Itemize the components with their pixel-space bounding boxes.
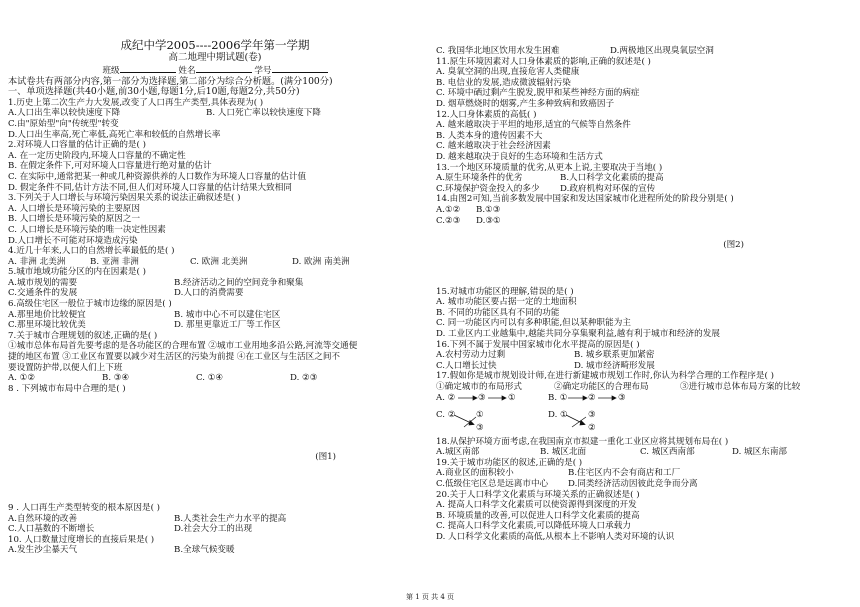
- seq-d-start: D. ①: [548, 409, 568, 420]
- options-18: [436, 447, 852, 458]
- option: B.①③: [476, 204, 501, 215]
- exam-subtitle: 高二地理中期试题(卷): [168, 52, 262, 63]
- arrow-head: [612, 396, 616, 400]
- options-10b: [436, 46, 852, 57]
- option: D. 烟草燃烧时的烟雾,产生多种致病和致癌因子: [436, 98, 615, 109]
- figure-1-caption: (图1): [315, 452, 336, 463]
- figure-2-area-top: [436, 226, 852, 240]
- page-footer: 第 1 页 共 4 页: [405, 593, 455, 601]
- arrow: [572, 417, 586, 427]
- option: C.由"原始型"向"传统型"转变: [8, 118, 119, 129]
- question-6: 6.高级住宅区一般位于城市边缘的原因是( ): [8, 299, 172, 310]
- option: C.交通条件的发展: [8, 288, 78, 299]
- question-8: 8 . 下列城市布局中合理的是( ): [8, 383, 126, 394]
- option: D. 越来越取决于良好的生态环境和生活方式: [436, 151, 603, 162]
- question-10: 10. 人口数量过度增长的直接后果是( ): [8, 534, 155, 545]
- statement: 要设置防护带,以便人们上下班: [8, 362, 123, 373]
- option: C.低级住宅区总是远离市中心: [436, 479, 549, 489]
- options-6b: [8, 320, 422, 331]
- id-field: [272, 64, 328, 73]
- option: A.①②: [436, 204, 461, 215]
- option: D. 欧洲 南美洲: [292, 256, 350, 267]
- student-info-fields: [8, 64, 422, 77]
- option: B. 人类本身的遗传因素不大: [436, 130, 543, 141]
- option: B.住宅区内不会有商店和工厂: [568, 468, 681, 479]
- question-3: 3.下列关于人口增长与环境污染因果关系的说法正确叙述是( ): [8, 193, 241, 204]
- option: D.社会大分工的出现: [174, 524, 253, 535]
- option: B. 不同的功能区具有不同的功能: [436, 307, 560, 318]
- option: A.城区南部: [436, 447, 480, 458]
- statement: ③进行城市总体布局方案的比较: [680, 382, 801, 393]
- class-label: 班级: [102, 66, 120, 76]
- options-16a: [436, 350, 852, 361]
- option: C. 越来越取决于社会经济因素: [436, 141, 551, 152]
- seq-b-start: B. ①: [548, 392, 568, 403]
- question-9: 9 . 人口再生产类型转变的根本原因是( ): [8, 503, 161, 513]
- question-17: 17.假如你是城市规划设计师,在进行新建城市规划工作时,你认为科学合理的工作程序是( ): [436, 371, 774, 382]
- spacer: [8, 463, 422, 503]
- option: A.农村劳动力过剩: [436, 350, 506, 361]
- option: C. 我国华北地区饮用水发生困难: [436, 46, 560, 56]
- option: A. 提高人口科学文化素质可以使资源得到深度的开发: [436, 500, 637, 511]
- option: C.那里环境比较优美: [8, 320, 86, 331]
- option: A. 人口增长是环境污染的主要原因: [8, 203, 140, 214]
- statement: ②确定功能区的合理布局: [554, 382, 649, 393]
- left-column: [8, 0, 422, 556]
- option: B. ③④: [102, 373, 130, 384]
- question-20: 20.关于人口科学文化素质与环境关系的正确叙述是( ): [436, 489, 640, 500]
- arrow-head: [473, 396, 477, 400]
- arrow-head: [502, 396, 506, 400]
- statement: ①确定城市的布局形式: [436, 382, 522, 393]
- seq-b-end: ③: [618, 392, 626, 403]
- option: B. 城市中心不可以建住宅区: [174, 309, 281, 320]
- option: D.③①: [476, 215, 501, 226]
- option: D. 人口科学文化素质的高低,从根本上不影响人类对环境的认识: [436, 531, 675, 542]
- id-label: 学号: [254, 66, 272, 76]
- option: C. ①④: [196, 373, 224, 384]
- option: C.人口增长过快: [436, 360, 497, 371]
- options-5b: [8, 288, 422, 299]
- option: A.原生环境条件的优劣: [436, 173, 523, 184]
- option: C. 欧洲 北美洲: [190, 256, 248, 267]
- option: B.全球气候变暖: [174, 545, 235, 556]
- option: B. 亚洲 非洲: [90, 256, 139, 267]
- seq-d-bottom: ②: [588, 422, 596, 433]
- option: B. 人口死亡率以较快速度下降: [206, 108, 321, 119]
- section-heading: 一、单项选择题(共40小题,前30小题,每题1分,后10题,每题2分,共50分): [8, 86, 300, 98]
- option: C. 提高人口科学文化素质,可以降低环境人口承载力: [436, 521, 631, 532]
- right-column: [436, 46, 852, 543]
- option: D. 那里更靠近工厂等工作区: [174, 320, 281, 331]
- question-18: 18.从保护环境方面考虑,在我国南京市拟建一重化工业区应将其规划布局在( ): [436, 436, 729, 447]
- question-2: 2.对环境人口容量的估计正确的是( ): [8, 140, 146, 151]
- option: D.政府机构对环保的宣传: [560, 183, 656, 194]
- statements-17: [436, 382, 852, 393]
- seq-c-top: ①: [476, 409, 484, 420]
- option: C. 城区西南部: [640, 447, 695, 458]
- question-15: 15.对城市功能区的理解,错误的是( ): [436, 286, 574, 297]
- seq-c-bottom: ③: [476, 422, 484, 433]
- question-12: 12.人口身体素质的高低( ): [436, 109, 537, 120]
- option: D. 假定条件不同,估计方法不同,但人们对环境人口容量的估计结果大致相同: [8, 182, 292, 193]
- options-14b: [436, 216, 852, 227]
- figure-1-area: [8, 394, 422, 452]
- option: C.②③: [436, 215, 461, 226]
- option: C. 人口增长是环境污染的唯一决定性因素: [8, 224, 166, 235]
- option: B. 环境质量的改善,可以促进人口科学文化素质的提高: [436, 510, 640, 521]
- option: A. 城市功能区要占据一定的土地面积: [436, 297, 577, 308]
- option: B. 人口增长是环境污染的原因之一: [8, 214, 141, 225]
- option: A.人口出生率以较快速度下降: [8, 108, 121, 119]
- question-14: 14.由图2可知,当前多数发展中国家和发达国家城市化进程所处的阶段分别是( ): [436, 194, 734, 205]
- option: A. ①②: [8, 373, 36, 384]
- seq-a-start: A. ②: [436, 392, 456, 403]
- option: D.人口的消费需要: [174, 288, 244, 299]
- options-4: [8, 257, 422, 268]
- arrow: [454, 415, 471, 423]
- option: B. 电信业的发展,造成微波辐射污染: [436, 77, 571, 88]
- option: A.那里地价比较便宜: [8, 309, 86, 320]
- option: C. 环境中硒过剩产生脱发,脱甲和某些神经方面的病症: [436, 88, 640, 99]
- option: B. 在假定条件下,可对环境人口容量进行绝对量的估计: [8, 161, 212, 172]
- option: C.环境保护资金投入的多少: [436, 183, 540, 194]
- option: D.人口出生率高,死亡率低,高死亡率和较低的自然增长率: [8, 129, 221, 140]
- question-13: 13.一个地区环境质量的优劣,从更本上说,主要取决于当地( ): [436, 162, 663, 173]
- option: D.人口增长不可能对环境造成污染: [8, 235, 138, 246]
- options-13a: [436, 173, 852, 184]
- figure-2-caption: (图2): [723, 240, 744, 251]
- statement: ①城市总体布局首先要考虑的是各功能区的合理布置 ②城市工业用地多沿公路,河流等交通便: [8, 341, 358, 352]
- option: D. 城区东南部: [732, 447, 788, 458]
- options-6a: [8, 310, 422, 321]
- statement: 捷的地区布置 ③工业区布置要以减少对生活区的污染为前提 ④在工业区与生活区之间不: [8, 352, 341, 363]
- options-19b: [436, 479, 852, 490]
- option: B.人类社会生产力水平的提高: [174, 513, 287, 524]
- option: D. ②③: [290, 373, 318, 384]
- option: D.同类经济活动因彼此竞争而分离: [568, 479, 698, 489]
- option: B.人口科学文化素质的提高: [560, 173, 664, 184]
- options-13b: [436, 184, 852, 195]
- question-16: 16.下列不属于发展中国家城市化水平提高的原因是( ): [436, 339, 640, 350]
- seq-a-end: ①: [508, 392, 516, 403]
- options-9b: [8, 524, 422, 535]
- arrow: [464, 417, 476, 427]
- options-10a: [8, 545, 422, 556]
- option: A.商业区的面积较小: [436, 468, 514, 479]
- exam-title: 成纪中学2005----2006学年第一学期: [120, 38, 310, 52]
- options-16b: [436, 361, 852, 372]
- option: C.人口基数的不断增长: [8, 524, 95, 535]
- options-19a: [436, 468, 852, 479]
- name-field: [196, 64, 252, 73]
- option: C. 同一功能区内可以有多种职能,但以某种职能为主: [436, 318, 631, 329]
- option: D. 工业区内工业越集中,越能共同分享集聚利益,越有利于城市和经济的发展: [436, 329, 720, 340]
- question-19: 19.关于城市功能区的叙述,正确的是( ): [436, 457, 583, 468]
- question-7: 7.关于城市合理规划的叙述,正确的是( ): [8, 330, 158, 341]
- seq-a-mid: ③: [478, 392, 486, 403]
- options-7: [8, 373, 422, 384]
- sequence-arrows: [436, 393, 852, 437]
- seq-c-start: C. ②: [436, 409, 456, 420]
- seq-b-mid: ②: [588, 392, 596, 403]
- option: C. 在实际中,通常把某一种或几种资源供养的人口数作为环境人口容量的估计值: [8, 171, 307, 182]
- options-5a: [8, 278, 422, 289]
- option: A. 非洲 北美洲: [8, 256, 66, 267]
- question-5: 5.城市地域功能分区的内在因素是( ): [8, 267, 146, 278]
- question-11: 11.原生环境因素对人口身体素质的影响,正确的叙述是( ): [436, 56, 651, 67]
- option: A.自然环境的改善: [8, 513, 78, 524]
- sequence-diagrams: [436, 393, 852, 437]
- exam-intro: 本试卷共有两部分内容,第一部分为选择题,第二部分为综合分析题。(满分100分): [8, 75, 333, 87]
- question-1: 1.历史上第二次生产力大发展,改变了人口再生产类型,具体表现为( ): [8, 97, 264, 108]
- option: D.两极地区出现臭氧层空洞: [610, 46, 714, 56]
- option: B. 城乡联系更加紧密: [574, 350, 655, 361]
- option: A.发生沙尘暴天气: [8, 545, 78, 556]
- option: A. 在一定历史阶段内,环境人口容量的不确定性: [8, 150, 186, 161]
- name-label: 姓名: [178, 66, 196, 76]
- option: A. 臭氧空洞的出现,直接危害人类健康: [436, 67, 580, 78]
- options-9a: [8, 514, 422, 525]
- figure-2-area: [436, 251, 852, 287]
- seq-d-top: ③: [588, 409, 596, 420]
- question-4: 4.近几十年来,人口的自然增长率最低的是( ): [8, 246, 175, 257]
- class-field: [120, 64, 176, 73]
- options-14a: [436, 205, 852, 216]
- option: B. 城区北面: [540, 447, 587, 458]
- option: A. 越来越取决于平坦的地形,适宜的气候等自然条件: [436, 120, 631, 131]
- options-1a: [8, 108, 422, 119]
- arrow-head: [583, 396, 587, 400]
- option: B.经济活动之间的空间竞争和聚集: [174, 277, 304, 288]
- option: A.城市规划的需要: [8, 277, 78, 288]
- option: D. 城市经济畸形发展: [574, 360, 655, 371]
